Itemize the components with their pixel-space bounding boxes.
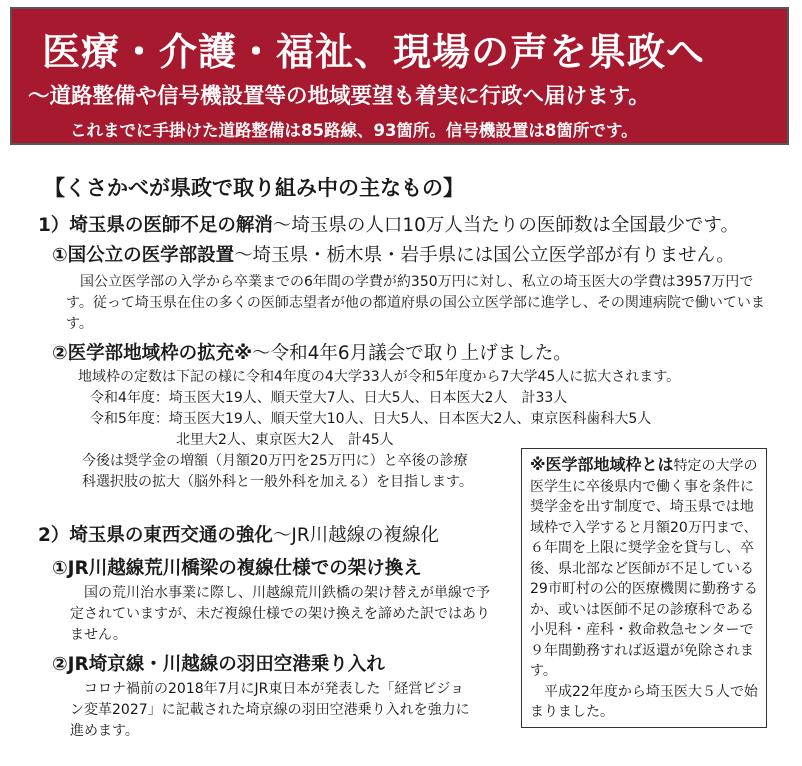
note-title: ※医学部地域枠とは — [530, 455, 674, 474]
item2-sub2-body: コロナ禍前の2018年7月にJR東日本が発表した「経営ビジョン変革2027」に記載された埼京線の羽田空港乗り入れを強力に進めます。 — [70, 681, 470, 739]
item1-sub2-body: 今後は奨学金の増額（月額20万円を25万円に）と卒後の診療科選択肢の拡大（脳外科と一般外科を加える）を目指します。 — [82, 453, 473, 490]
quota-line-1: 地域枠の定数は下記の様に令和4年度の4大学33人が令和5年度から7大学45人に拡大されます。 — [78, 369, 681, 385]
quota-line-3: 令和5年度：埼玉医大19人、順天堂大10人、日大5人、日本医大2人、東京医科歯科大5人 — [90, 411, 652, 427]
item2-heading — [38, 521, 439, 547]
item1-heading-main: 1）埼玉県の医師不足の解消 — [38, 215, 273, 236]
quota-line-4: 北里大2人、東京医大2人 計45人 — [176, 432, 394, 448]
banner-subtitle: ～道路整備や信号機設置等の地域要望も着実に行政へ届けます。 — [28, 84, 650, 109]
note-body: 特定の大学の医学生に卒後県内で働く事を条件に奨学金を出す制度で、埼玉県では地域枠で入学すると月額20万円まで、６年間を上限に奨学金を貸与し、卒後、県北部など医師が不足している29市町村の公的医療機関に勤務するか、或いは医師不足の診療科である小児科・産科・救命救急センターで９年間勤務すれば返還が免除されます。 — [530, 458, 758, 679]
item2-heading-sub: ～JR川越線の複線化 — [272, 525, 440, 546]
item2-sub1-body: 国の荒川治水事業に際し、川越線荒川鉄橋の架け替えが単線で予定されていますが、未だ複線仕様での架け換えを諦めた訳ではありません。 — [70, 585, 490, 643]
regional-quota-note-box — [521, 448, 767, 728]
item1-heading — [38, 211, 739, 237]
item2-heading-main: 2）埼玉県の東西交通の強化 — [38, 525, 273, 546]
item2-sub2-heading: ②JR埼京線・川越線の羽田空港乗り入れ — [52, 654, 385, 675]
item1-sub1-heading — [52, 241, 735, 267]
header-banner — [10, 7, 789, 145]
banner-note: これまでに手掛けた道路整備は85路線、93箇所。信号機設置は8箇所です。 — [70, 121, 638, 140]
item1-sub1-heading-sub: ～埼玉県・栃木県・岩手県には国公立医学部が有りません。 — [234, 245, 735, 266]
banner-title: 医療・介護・福祉、現場の声を県政へ — [42, 30, 706, 74]
item1-sub1-body: 国公立医学部の入学から卒業までの6年間の学費が約350万円に対し、私立の埼玉医大の学費は3957万円です。従って埼玉県在住の多くの医師志望者が他の都道府県の国公立医学部に進学し、その関連病院で働いています。 — [66, 274, 765, 332]
section-title: 【くさかべが県政で取り組み中の主なもの】 — [44, 176, 464, 200]
item2-sub1-heading: ①JR川越線荒川橋梁の複線仕様での架け換え — [52, 558, 422, 579]
quota-line-2: 令和4年度：埼玉医大19人、順天堂大7人、日大5人、日本医大2人 計33人 — [90, 390, 568, 406]
item1-sub1-heading-main: ①国公立の医学部設置 — [52, 245, 235, 266]
quota-text — [78, 367, 680, 451]
note-footer: 平成22年度から埼玉医大５人で始まりました。 — [530, 683, 758, 720]
item1-heading-sub: ～埼玉県の人口10万人当たりの医師数は全国最少です。 — [272, 215, 739, 236]
item1-sub2-heading — [52, 339, 572, 365]
item1-sub2-heading-main: ②医学部地域枠の拡充※ — [52, 343, 253, 364]
item1-sub2-heading-sub: ～令和4年6月議会で取り上げました。 — [252, 343, 572, 364]
